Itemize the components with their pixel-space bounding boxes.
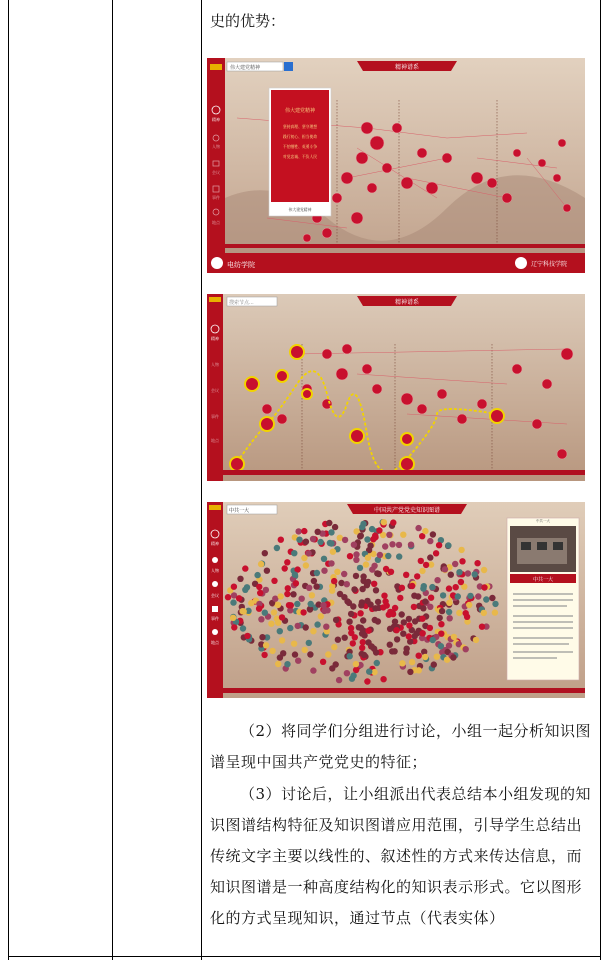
svg-text:事件: 事件	[211, 414, 219, 419]
graph-node	[397, 595, 403, 601]
graph-node	[450, 654, 456, 660]
svg-text:不怕牺牲、英勇斗争: 不怕牺牲、英勇斗争	[282, 144, 318, 149]
graph-node	[320, 602, 326, 608]
graph-node	[275, 602, 281, 608]
graph-node	[434, 577, 440, 583]
graph-node	[467, 593, 473, 599]
graph-node	[241, 608, 247, 614]
graph-title: 精神谱系	[394, 299, 420, 306]
graph-node	[314, 570, 320, 576]
graph-node	[433, 550, 439, 556]
graph-node	[422, 654, 428, 660]
table-divider-2	[201, 0, 202, 960]
graph-node	[242, 565, 248, 571]
graph-node	[381, 593, 387, 599]
graph-node	[451, 634, 457, 640]
graph-node	[256, 584, 262, 590]
graph-node	[313, 583, 319, 589]
graph-node	[393, 627, 399, 633]
graph-node	[306, 585, 312, 591]
graph-node	[306, 640, 312, 646]
graph-node	[254, 572, 260, 578]
graph-node	[364, 582, 370, 588]
graph-node	[303, 624, 309, 630]
graph-node	[456, 610, 462, 616]
graph-node	[411, 593, 417, 599]
graph-node	[366, 668, 372, 674]
graph-node	[294, 601, 300, 607]
graph-node	[333, 617, 339, 623]
graph-node	[481, 610, 487, 616]
graph-node	[338, 580, 344, 586]
graph-node	[392, 619, 398, 625]
graph-node	[344, 670, 350, 676]
graph-node	[479, 624, 485, 630]
graph-node	[446, 585, 452, 591]
graph-node	[492, 601, 498, 607]
graph-node	[286, 602, 292, 608]
graph-node	[406, 622, 412, 628]
graph-node	[445, 542, 451, 548]
graph-node	[465, 570, 471, 576]
graph-node	[423, 562, 429, 568]
svg-text:会议: 会议	[211, 388, 219, 393]
graph-node	[372, 605, 378, 611]
svg-text:中共一大: 中共一大	[229, 508, 250, 514]
svg-text:人物: 人物	[211, 362, 219, 367]
graph-node	[373, 587, 379, 593]
graph-node	[308, 601, 314, 607]
graph-node	[380, 604, 386, 610]
graph-node	[331, 578, 337, 584]
graph-node	[300, 609, 306, 615]
graph-node	[275, 661, 281, 667]
graph-node	[474, 560, 480, 566]
graph-node	[416, 667, 422, 673]
graph-node	[347, 653, 353, 659]
graph-node	[271, 609, 277, 615]
graph-node	[358, 533, 364, 539]
graph-node	[301, 528, 307, 534]
svg-text:坚持真理、坚守理想: 坚持真理、坚守理想	[282, 124, 318, 129]
footer-logo-left: 电纺学院	[227, 261, 255, 269]
graph-node	[342, 635, 348, 641]
graph-node	[256, 606, 262, 612]
graph-node	[363, 561, 369, 567]
graph-node	[392, 605, 398, 611]
graph-node	[291, 550, 297, 556]
graph-node	[303, 562, 309, 568]
graph-node	[315, 529, 321, 535]
svg-text:精神: 精神	[211, 336, 219, 341]
graph-node	[473, 637, 479, 643]
graph-node	[291, 641, 297, 647]
graph-node	[374, 660, 380, 666]
graph-node	[427, 554, 433, 560]
graph-node	[292, 651, 298, 657]
graph-node	[394, 636, 400, 642]
graph-node	[411, 604, 417, 610]
graph-node	[303, 539, 309, 545]
graph-node	[342, 537, 348, 543]
graph-node	[430, 531, 436, 537]
graph-node	[400, 631, 406, 637]
graph-node	[299, 596, 305, 602]
graph-title: 精神谱系	[394, 64, 420, 71]
table-bottom-border	[8, 956, 600, 957]
graph-node	[348, 625, 354, 631]
graph-node	[278, 593, 284, 599]
graph-node	[361, 652, 367, 658]
graph-node	[408, 542, 414, 548]
graph-node	[456, 569, 462, 575]
graph-node	[389, 648, 395, 654]
table-divider-1	[112, 0, 113, 960]
graph-node	[377, 552, 383, 558]
graph-node	[262, 550, 268, 556]
graph-node	[387, 626, 393, 632]
graph-node	[431, 661, 437, 667]
graph-node	[416, 653, 422, 659]
graph-node	[442, 566, 448, 572]
graph-node	[351, 586, 357, 592]
graph-node	[427, 625, 433, 631]
graph-node	[326, 520, 332, 526]
graph-node	[333, 661, 339, 667]
graph-node	[280, 650, 286, 656]
graph-node	[320, 659, 326, 665]
graph-node	[336, 677, 342, 683]
graph-node	[341, 571, 347, 577]
graph-node	[385, 553, 391, 559]
graph-node	[437, 615, 443, 621]
graph-node	[258, 561, 264, 567]
graph-node	[375, 599, 381, 605]
graph-node	[271, 578, 277, 584]
graph-node	[282, 565, 288, 571]
graph-node	[420, 630, 426, 636]
graph-node	[440, 592, 446, 598]
graph-node	[353, 573, 359, 579]
graph-node	[332, 524, 338, 530]
graph-node	[420, 585, 426, 591]
graph-node	[365, 555, 371, 561]
graph-node	[438, 621, 444, 627]
svg-text:事件: 事件	[212, 195, 220, 200]
graph-title: 中国共产党党史知识图谱	[373, 507, 441, 514]
graph-node	[314, 621, 320, 627]
graph-node	[418, 558, 424, 564]
graph-node	[466, 602, 472, 608]
graph-node	[357, 610, 363, 616]
paragraph-3: （3）讨论后，让小组派出代表总结本小组发现的知识图谱结构特征及知识图谱应用范围，引导学生总结出传统文字主要以线性的、叙述性的方式来传达信息，而知识图谱是一种高度结构化的知识表示形式。它以图形化的方式呈现知识，通过节点（代表实体）	[210, 785, 592, 927]
graph-node	[346, 619, 352, 625]
graph-node	[436, 542, 442, 548]
graph-node	[237, 576, 243, 582]
graph-node	[353, 661, 359, 667]
graph-node	[331, 644, 337, 650]
graph-node	[275, 620, 281, 626]
screenshot-party-history-graph	[207, 502, 585, 698]
graph-node	[367, 543, 373, 549]
graph-node	[356, 624, 362, 630]
graph-node	[369, 566, 375, 572]
graph-node	[302, 647, 308, 653]
graph-node	[389, 541, 395, 547]
footer-logo-right: 辽宁科技学院	[531, 261, 568, 268]
graph-node	[225, 594, 231, 600]
graph-node	[295, 528, 301, 534]
graph-node	[310, 628, 316, 634]
svg-text:践行初心、担当使命: 践行初心、担当使命	[282, 134, 318, 139]
graph-node	[388, 569, 394, 575]
graph-node	[287, 625, 293, 631]
graph-node	[422, 598, 428, 604]
svg-text:会议: 会议	[212, 170, 220, 175]
graph-node	[292, 572, 298, 578]
graph-node	[372, 532, 378, 538]
graph-node	[360, 521, 366, 527]
graph-node	[359, 630, 365, 636]
graph-node	[353, 667, 359, 673]
graph-node	[365, 628, 371, 634]
graph-node	[414, 573, 420, 579]
graph-node	[284, 559, 290, 565]
graph-node	[439, 608, 445, 614]
graph-node	[350, 603, 356, 609]
graph-node	[434, 654, 440, 660]
graph-node	[335, 637, 341, 643]
graph-node	[427, 538, 433, 544]
graph-node	[492, 609, 498, 615]
graph-node	[472, 571, 478, 577]
graph-node	[420, 605, 426, 611]
search-icon[interactable]	[284, 62, 293, 71]
graph-node	[360, 573, 366, 579]
graph-node	[446, 600, 452, 606]
graph-node	[458, 547, 464, 553]
graph-node	[296, 537, 302, 543]
graph-node	[360, 639, 366, 645]
graph-node	[321, 568, 327, 574]
graph-node	[350, 640, 356, 646]
graph-node	[453, 584, 459, 590]
graph-node	[334, 569, 340, 575]
graph-node	[240, 625, 246, 631]
graph-node	[262, 610, 268, 616]
graph-node	[295, 623, 301, 629]
graph-node	[419, 616, 425, 622]
graph-node	[403, 572, 409, 578]
graph-node	[344, 581, 350, 587]
graph-node	[341, 594, 347, 600]
graph-node	[279, 614, 285, 620]
graph-node	[357, 565, 363, 571]
graph-node	[483, 596, 489, 602]
screenshot-highlighted-path	[207, 294, 585, 481]
graph-node	[257, 590, 263, 596]
svg-text:搜索节点...: 搜索节点...	[229, 300, 254, 306]
graph-node	[399, 611, 405, 617]
svg-text:精神: 精神	[211, 541, 219, 546]
popup-button[interactable]: 伟大建党精神	[288, 207, 312, 212]
graph-node	[400, 532, 406, 538]
graph-node	[396, 542, 402, 548]
table-border-right	[600, 0, 601, 960]
graph-node	[360, 617, 366, 623]
graph-node	[236, 595, 242, 601]
svg-text:人物: 人物	[212, 144, 220, 149]
graph-node	[279, 637, 285, 643]
graph-node	[415, 525, 421, 531]
graph-node	[399, 660, 405, 666]
graph-node	[284, 591, 290, 597]
svg-text:伟大建党精神: 伟大建党精神	[284, 108, 316, 114]
graph-node	[376, 527, 382, 533]
svg-text:会议: 会议	[211, 593, 219, 598]
graph-node	[348, 611, 354, 617]
graph-node	[242, 587, 248, 593]
graph-node	[285, 585, 291, 591]
graph-node	[309, 592, 315, 598]
graph-node	[328, 560, 334, 566]
graph-node	[268, 621, 274, 627]
svg-text:地点: 地点	[211, 438, 219, 443]
graph-node	[448, 572, 454, 578]
graph-node	[248, 600, 254, 606]
graph-node	[317, 539, 323, 545]
graph-node	[365, 639, 371, 645]
graph-node	[463, 646, 469, 652]
graph-node	[231, 584, 237, 590]
graph-node	[351, 542, 357, 548]
graph-node	[347, 553, 353, 559]
graph-node	[261, 652, 267, 658]
graph-node	[310, 667, 316, 673]
panel-title: 中共一大	[532, 577, 554, 583]
graph-node	[427, 604, 433, 610]
graph-node	[295, 658, 301, 664]
svg-text:地点: 地点	[212, 220, 220, 225]
graph-node	[277, 628, 283, 634]
graph-node	[230, 615, 236, 621]
graph-node	[274, 545, 280, 551]
graph-node	[452, 561, 458, 567]
graph-node	[311, 578, 317, 584]
svg-text:地点: 地点	[211, 640, 219, 645]
graph-node	[330, 549, 336, 555]
graph-node	[349, 676, 355, 682]
graph-node	[382, 598, 388, 604]
graph-node	[380, 676, 386, 682]
graph-node	[489, 595, 495, 601]
graph-node	[307, 651, 313, 657]
graph-node	[230, 599, 236, 605]
graph-node	[325, 651, 331, 657]
graph-node	[446, 609, 452, 615]
graph-node	[481, 584, 487, 590]
graph-node	[458, 579, 464, 585]
graph-node	[381, 519, 387, 525]
graph-node	[390, 611, 396, 617]
graph-node	[429, 584, 435, 590]
graph-node	[404, 646, 410, 652]
graph-node	[430, 637, 436, 643]
graph-node	[387, 642, 393, 648]
graph-node	[409, 583, 415, 589]
graph-node	[310, 536, 316, 542]
graph-node	[364, 536, 370, 542]
nav-label: 精神	[212, 117, 220, 122]
paragraph-2: （2）将同学们分组进行讨论，小组一起分析知识图谱呈现中国共产党党史的特征；	[210, 722, 592, 771]
graph-node	[258, 616, 264, 622]
graph-node	[459, 558, 465, 564]
graph-node	[372, 617, 378, 623]
graph-node	[481, 567, 487, 573]
graph-node	[284, 661, 290, 667]
graph-node	[231, 624, 237, 630]
graph-node	[259, 634, 265, 640]
graph-node	[455, 593, 461, 599]
graph-node	[353, 551, 359, 557]
graph-node	[321, 556, 327, 562]
graph-node	[359, 645, 365, 651]
graph-node	[399, 585, 405, 591]
graph-node	[278, 537, 284, 543]
graph-node	[364, 678, 370, 684]
graph-node	[419, 568, 425, 574]
graph-node	[263, 642, 269, 648]
graph-node	[406, 633, 412, 639]
graph-node	[422, 528, 428, 534]
graph-node	[318, 613, 324, 619]
graph-node	[390, 519, 396, 525]
table-border-left	[8, 0, 9, 960]
graph-node	[324, 607, 330, 613]
svg-text:对党忠诚、不负人民: 对党忠诚、不负人民	[282, 154, 318, 159]
screenshot-spirit-graph	[207, 58, 585, 273]
section-heading: 史的优势：	[210, 12, 286, 30]
graph-node	[475, 593, 481, 599]
graph-node	[323, 624, 329, 630]
graph-node	[376, 571, 382, 577]
graph-node	[386, 532, 392, 538]
graph-node	[447, 615, 453, 621]
svg-text:伟大建党精神: 伟大建党精神	[230, 65, 261, 71]
graph-node	[293, 580, 299, 586]
graph-node	[396, 553, 402, 559]
svg-text:中共一大: 中共一大	[536, 519, 550, 523]
graph-node	[269, 648, 275, 654]
graph-node	[301, 555, 307, 561]
graph-node	[428, 595, 434, 601]
svg-text:人物: 人物	[211, 568, 219, 573]
graph-node	[244, 633, 250, 639]
graph-node	[464, 614, 470, 620]
graph-node	[382, 543, 388, 549]
svg-text:事件: 事件	[211, 616, 219, 621]
graph-node	[328, 529, 334, 535]
graph-node	[371, 646, 377, 652]
graph-node	[371, 581, 377, 587]
graph-node	[264, 568, 270, 574]
graph-node	[358, 602, 364, 608]
graph-node	[407, 669, 413, 675]
graph-node	[327, 540, 333, 546]
graph-node	[290, 591, 296, 597]
graph-node	[409, 659, 415, 665]
